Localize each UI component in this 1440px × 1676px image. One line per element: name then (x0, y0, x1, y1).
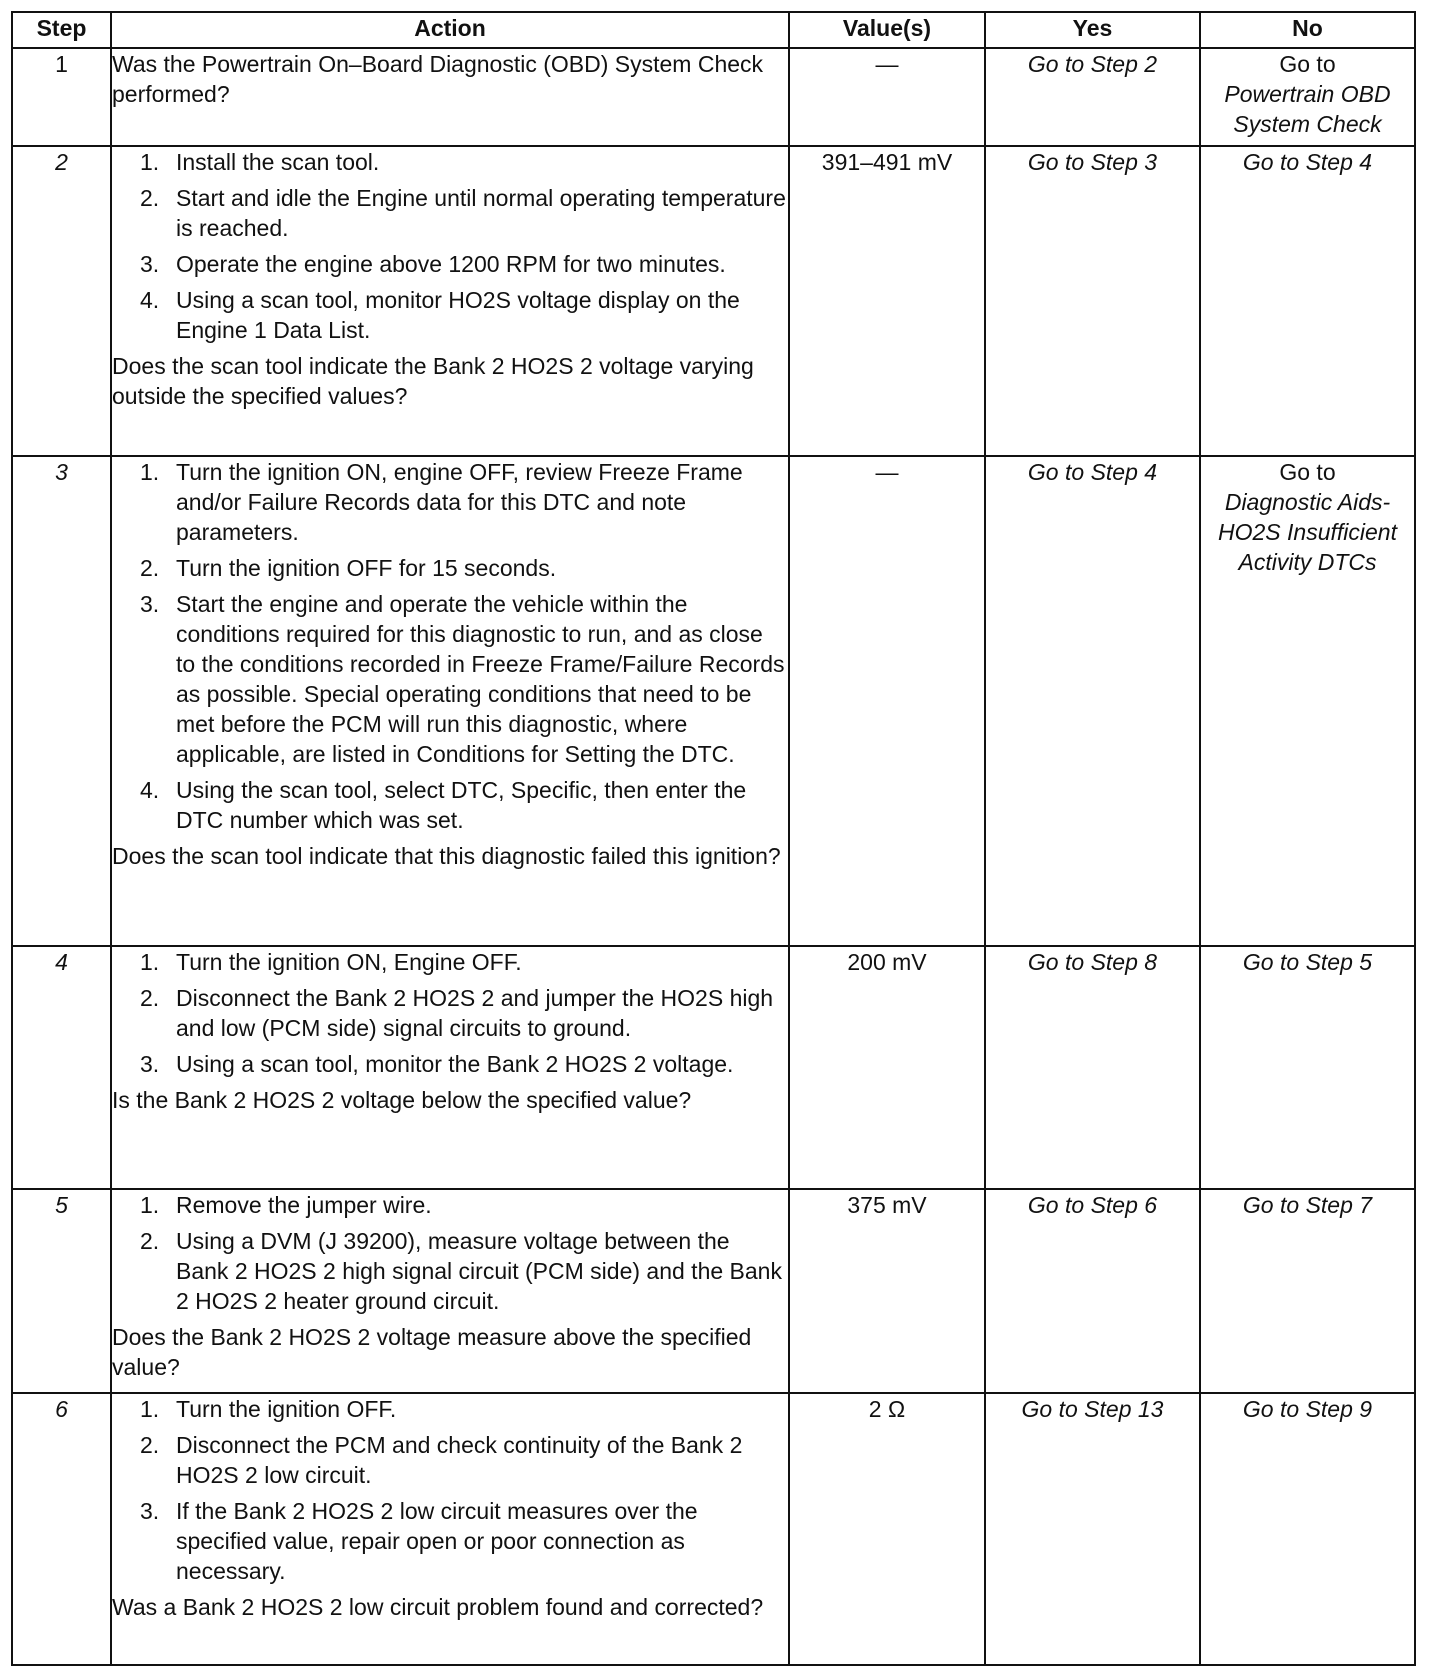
step-number: 4 (55, 949, 68, 975)
step-cell (12, 146, 111, 456)
action-cell (111, 946, 789, 1189)
step-number: 5 (55, 1192, 68, 1218)
table-row (12, 48, 1415, 146)
action-question: Does the scan tool indicate that this diagnostic failed this ignition? (112, 843, 781, 869)
no-target: Powertrain OBD System Check (1224, 81, 1391, 137)
list-item: 3. Start the engine and operate the vehicle within the conditions required for this diagnostic to run, and as close to the conditions recorded in Freeze Frame/Failure Records as possible. Special operating conditions that need to be met before the PCM will run this diagnostic, where applicable, are listed in Conditions for Setting the DTC. (140, 591, 785, 767)
action-cell (111, 1189, 789, 1393)
value-cell: — (789, 48, 985, 146)
list-item: 1. Turn the ignition OFF. (140, 1396, 397, 1422)
action-question: Was a Bank 2 HO2S 2 low circuit problem found and corrected? (112, 1594, 764, 1620)
step-number: 1 (55, 51, 68, 77)
header-row (12, 12, 1415, 48)
action-steps (112, 1394, 788, 1586)
no-cell (1200, 456, 1415, 946)
action-cell (111, 456, 789, 946)
action-steps (112, 457, 788, 835)
list-item: 4. Using a scan tool, monitor HO2S voltage display on the Engine 1 Data List. (140, 287, 740, 343)
table-row (12, 146, 1415, 456)
action-question: Does the Bank 2 HO2S 2 voltage measure above the specified value? (112, 1324, 752, 1380)
no-cell: Go to Step 9 (1200, 1393, 1415, 1665)
no-go-to: Go to (1279, 459, 1336, 485)
list-item: 1. Install the scan tool. (140, 149, 380, 175)
action-cell (111, 1393, 789, 1665)
no-cell: Go to Step 5 (1200, 946, 1415, 1189)
list-item: 2. Disconnect the Bank 2 HO2S 2 and jumper the HO2S high and low (PCM side) signal circuits to ground. (140, 985, 774, 1041)
header-yes: Yes (985, 12, 1200, 48)
action-question: Was the Powertrain On–Board Diagnostic (OBD) System Check performed? (112, 51, 764, 107)
no-cell: Go to Step 4 (1200, 146, 1415, 456)
step-number: 2 (55, 149, 68, 175)
action-steps (112, 947, 788, 1079)
step-cell (12, 1393, 111, 1665)
yes-cell: Go to Step 8 (985, 946, 1200, 1189)
step-number: 3 (55, 459, 68, 485)
yes-cell: Go to Step 4 (985, 456, 1200, 946)
step-cell (12, 946, 111, 1189)
action-cell (111, 146, 789, 456)
header-action: Action (111, 12, 789, 48)
value-cell: 200 mV (789, 946, 985, 1189)
value-cell: 375 mV (789, 1189, 985, 1393)
yes-cell: Go to Step 3 (985, 146, 1200, 456)
step-cell (12, 1189, 111, 1393)
action-question: Is the Bank 2 HO2S 2 voltage below the specified value? (112, 1087, 692, 1113)
action-cell (111, 48, 789, 146)
action-steps (112, 1190, 788, 1316)
value-cell: 2 Ω (789, 1393, 985, 1665)
list-item: 1. Turn the ignition ON, engine OFF, review Freeze Frame and/or Failure Records data for this DTC and note parameters. (140, 459, 743, 545)
step-number: 6 (55, 1396, 68, 1422)
no-target: Diagnostic Aids-HO2S Insufficient Activity DTCs (1218, 489, 1397, 575)
list-item: 3. If the Bank 2 HO2S 2 low circuit measures over the specified value, repair open or poor connection as necessary. (140, 1498, 698, 1584)
yes-cell: Go to Step 2 (985, 48, 1200, 146)
action-question: Does the scan tool indicate the Bank 2 HO2S 2 voltage varying outside the specified values? (112, 353, 754, 409)
list-item: 3. Operate the engine above 1200 RPM for two minutes. (140, 251, 726, 277)
yes-cell: Go to Step 13 (985, 1393, 1200, 1665)
no-go-to: Go to (1279, 51, 1336, 77)
list-item: 2. Disconnect the PCM and check continuity of the Bank 2 HO2S 2 low circuit. (140, 1432, 743, 1488)
action-steps (112, 147, 788, 345)
no-cell: Go to Step 7 (1200, 1189, 1415, 1393)
value-cell: — (789, 456, 985, 946)
list-item: 2. Start and idle the Engine until normal operating temperature is reached. (140, 185, 786, 241)
table-row (12, 1189, 1415, 1393)
value-cell: 391–491 mV (789, 146, 985, 456)
yes-cell: Go to Step 6 (985, 1189, 1200, 1393)
table-row (12, 1393, 1415, 1665)
step-cell (12, 48, 111, 146)
list-item: 3. Using a scan tool, monitor the Bank 2 HO2S 2 voltage. (140, 1051, 734, 1077)
table-row (12, 456, 1415, 946)
table-row (12, 946, 1415, 1189)
header-values: Value(s) (789, 12, 985, 48)
list-item: 4. Using the scan tool, select DTC, Specific, then enter the DTC number which was set. (140, 777, 747, 833)
diagnostic-table (11, 11, 1416, 1666)
header-no: No (1200, 12, 1415, 48)
header-step: Step (12, 12, 111, 48)
list-item: 2. Turn the ignition OFF for 15 seconds. (140, 555, 557, 581)
no-cell (1200, 48, 1415, 146)
step-cell (12, 456, 111, 946)
list-item: 1. Turn the ignition ON, Engine OFF. (140, 949, 522, 975)
list-item: 2. Using a DVM (J 39200), measure voltage between the Bank 2 HO2S 2 high signal circuit (PCM side) and the Bank 2 HO2S 2 heater ground circuit. (140, 1228, 782, 1314)
list-item: 1. Remove the jumper wire. (140, 1192, 432, 1218)
